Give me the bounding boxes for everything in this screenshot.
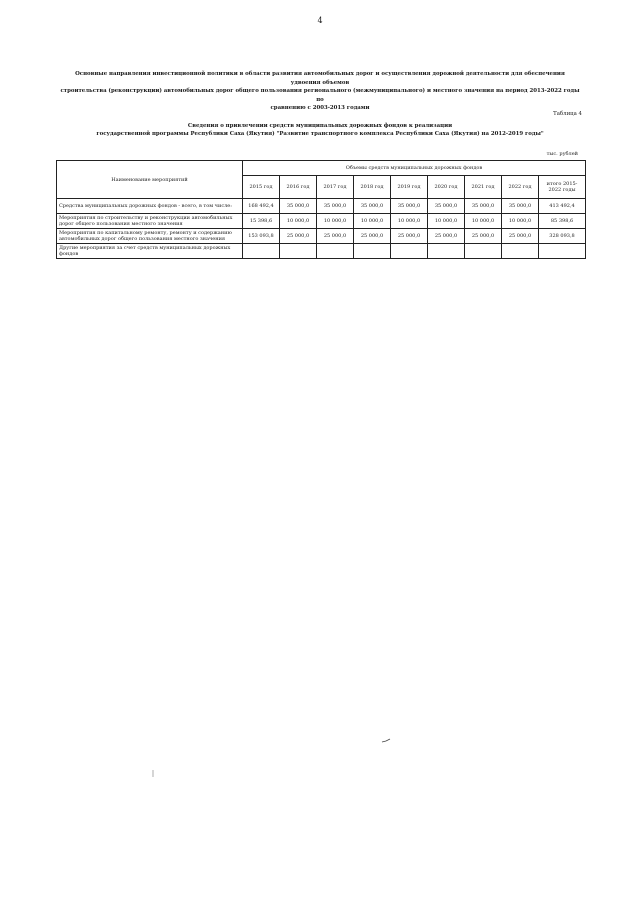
value-cell (354, 244, 391, 259)
column-header-year: 2015 год (243, 176, 280, 199)
value-cell: 25 000,0 (502, 229, 539, 244)
value-cell: 25 000,0 (280, 229, 317, 244)
value-cell: 10 000,0 (317, 214, 354, 229)
total-cell: 85 398,6 (539, 214, 586, 229)
value-cell (465, 244, 502, 259)
column-header-year: 2022 год (502, 176, 539, 199)
value-cell: 10 000,0 (502, 214, 539, 229)
value-cell: 35 000,0 (502, 199, 539, 214)
value-cell: 153 093,8 (243, 229, 280, 244)
column-header-total: итого 2015-2022 годы (539, 176, 586, 199)
table-title (60, 122, 580, 138)
table-title-line: государственной программы Республики Саха (Якутия) "Развитие транспортного комплекса Республики Саха (Якутия) на 2012-2019 годы" (96, 131, 544, 137)
row-name: Мероприятия по капитальному ремонту, ремонту и содержанию автомобильных дорог общего пользования местного значения (57, 229, 243, 244)
column-header-name: Наименование мероприятий (57, 161, 243, 199)
value-cell (502, 244, 539, 259)
value-cell: 10 000,0 (428, 214, 465, 229)
value-cell (317, 244, 354, 259)
column-header-year: 2016 год (280, 176, 317, 199)
table-row (57, 199, 586, 214)
table-header-row (57, 161, 586, 176)
value-cell: 25 000,0 (317, 229, 354, 244)
total-cell (539, 244, 586, 259)
value-cell: 25 000,0 (354, 229, 391, 244)
table-row (57, 229, 586, 244)
value-cell (243, 244, 280, 259)
value-cell: 168 492,4 (243, 199, 280, 214)
heading-line: строительства (реконструкции) автомобильных дорог общего пользования регионального (межмуниципального) и местного значения на период 2013-2022 годы по (60, 88, 580, 103)
value-cell: 25 000,0 (391, 229, 428, 244)
column-header-year: 2019 год (391, 176, 428, 199)
total-cell: 328 093,8 (539, 229, 586, 244)
value-cell (428, 244, 465, 259)
column-header-year: 2018 год (354, 176, 391, 199)
table-row (57, 244, 586, 259)
table-row (57, 214, 586, 229)
total-cell: 413 492,4 (539, 199, 586, 214)
row-name: Мероприятия по строительству и реконструкции автомобильных дорог общего пользования местного значения (57, 214, 243, 229)
value-cell: 35 000,0 (354, 199, 391, 214)
units-label: тыс. рублей (546, 151, 578, 157)
scan-speck (152, 770, 155, 778)
value-cell (391, 244, 428, 259)
value-cell: 25 000,0 (428, 229, 465, 244)
value-cell: 35 000,0 (280, 199, 317, 214)
value-cell: 25 000,0 (465, 229, 502, 244)
page-number: 4 (317, 16, 323, 25)
value-cell: 35 000,0 (391, 199, 428, 214)
column-header-year: 2017 год (317, 176, 354, 199)
pen-tick-mark (381, 738, 391, 744)
value-cell: 15 398,6 (243, 214, 280, 229)
document-heading (60, 70, 580, 113)
value-cell: 10 000,0 (465, 214, 502, 229)
table-label: Таблица 4 (553, 111, 582, 117)
row-name: Средства муниципальных дорожных фондов - всего, в том числе: (57, 199, 243, 214)
heading-line: Основные направления инвестиционной политики в области развития автомобильных дорог и осуществления дорожной деятельности для обеспечения удвоения объемов (75, 71, 565, 86)
value-cell: 35 000,0 (317, 199, 354, 214)
value-cell: 10 000,0 (354, 214, 391, 229)
table-title-line: Сведения о привлечении средств муниципальных дорожных фондов к реализации (187, 123, 453, 129)
column-header-year: 2021 год (465, 176, 502, 199)
value-cell (280, 244, 317, 259)
row-name: Другие мероприятия за счет средств муниципальных дорожных фондов (57, 244, 243, 259)
funding-table (56, 160, 586, 259)
column-header-year: 2020 год (428, 176, 465, 199)
value-cell: 10 000,0 (391, 214, 428, 229)
heading-line: сравнению с 2003-2013 годами (270, 105, 370, 112)
value-cell: 35 000,0 (465, 199, 502, 214)
column-group-header: Объемы средств муниципальных дорожных фондов (243, 161, 586, 176)
value-cell: 35 000,0 (428, 199, 465, 214)
value-cell: 10 000,0 (280, 214, 317, 229)
